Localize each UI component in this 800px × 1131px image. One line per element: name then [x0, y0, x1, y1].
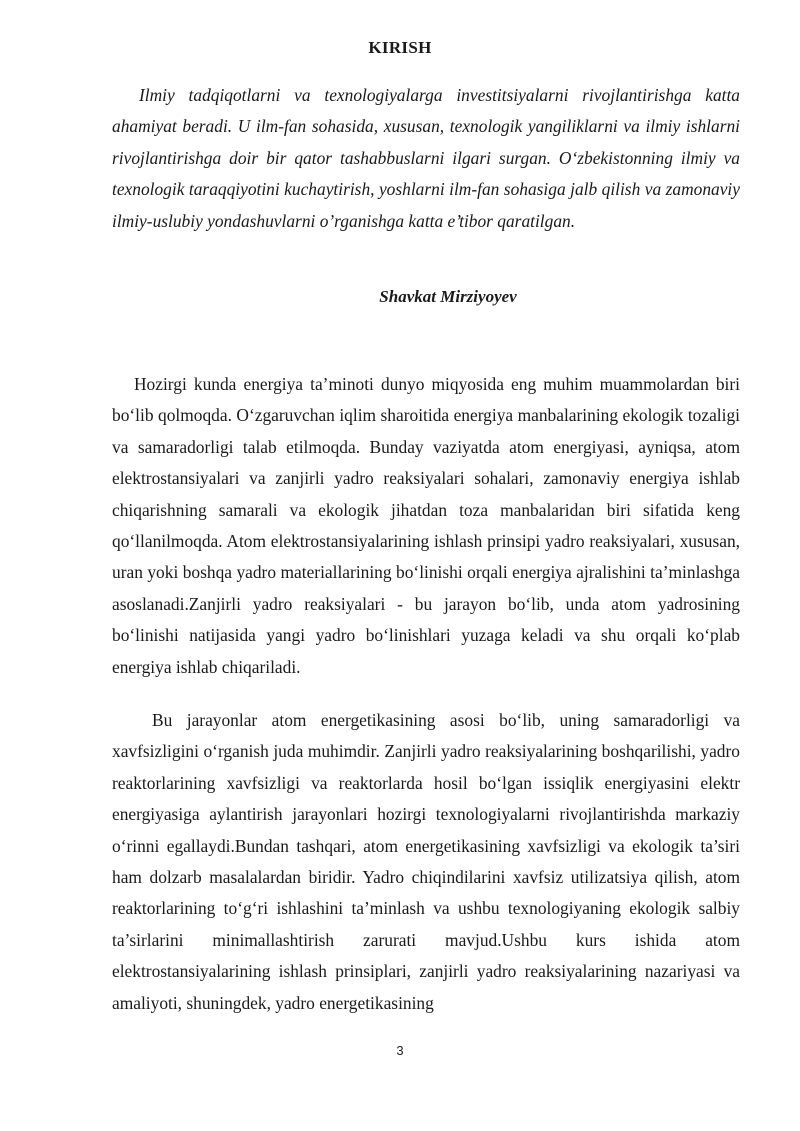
page-number: 3 — [396, 1043, 404, 1058]
body-paragraph-2: Bu jarayonlar atom energetikasining asosi bo‘lib, uning samaradorligi va xavfsizligini o‘rganish juda muhimdir. Zanjirli yadro reaksiyalarining boshqarilishi, yadro reaktorlarining xavfsizligi va reaktorlarda hosil bo‘lgan issiqlik energiyasini elektr energiyasiga aylantirish jarayonlari hozirgi texnologiyalarni rivojlantirishda markaziy o‘rinni egallaydi.Bundan tashqari, atom energetikasining xavfsizligi va ekologik ta’siri ham dolzarb masalalardan biridir. Yadro chiqindilarini xavfsiz utilizatsiya qilish, atom reaktorlarining to‘g‘ri ishlashini ta’minlash va ushbu texnologiyaning ekologik salbiy ta’sirlarini minimallashtirish zarurati mavjud.Ushbu kurs ishida atom elektrostansiyalarining ishlash prinsiplari, zanjirli yadro reaksiyalarining nazariyasi va amaliyoti, shuningdek, yadro energetikasining — [112, 710, 740, 1013]
body-paragraph-1: Hozirgi kunda energiya ta’minoti dunyo miqyosida eng muhim muammolardan biri bo‘lib qolmoqda. O‘zgaruvchan iqlim sharoitida energiya manbalarining ekologik tozaligi va samaradorligi talab etilmoqda. Bunday vaziyatda atom energiyasi, ayniqsa, atom elektrostansiyalari va zanjirli yadro reaksiyalari sohalari, zamonaviy energiya ishlab chiqarishning samarali va ekologik jihatdan toza manbalaridan biri sifatida keng qo‘llanilmoqda. Atom elektrostansiyalarining ishlash prinsipi yadro reaksiyalari, xususan, uran yoki boshqa yadro materiallarining bo‘linishi orqali energiya ajralishini ta’minlashga asoslanadi.Zanjirli yadro reaksiyalari - bu jarayon bo‘lib, unda atom yadrosining bo‘linishi natijasida yangi yadro bo‘linishlari yuzaga keladi va shu orqali ko‘plab energiya ishlab chiqariladi. — [112, 374, 740, 677]
epigraph-author: Shavkat Mirziyoyev — [379, 287, 517, 306]
epigraph-quote: Ilmiy tadqiqotlarni va texnologiyalarga investitsiyalarni rivojlantirishga katta ahamiyat beradi. U ilm-fan sohasida, xususan, texnologik yangiliklarni va ilmiy ishlarni rivojlantirishga doir bir qator tashabbuslarni ilgari surgan. O‘zbekistonning ilmiy va texnologik taraqqiyotini kuchaytirish, yoshlarni ilm-fan sohasiga jalb qilish va zamonaviy ilmiy-uslubiy yondashuvlarni o’rganishga katta e’tibor qaratilgan. — [112, 85, 740, 231]
section-heading: KIRISH — [368, 38, 432, 57]
